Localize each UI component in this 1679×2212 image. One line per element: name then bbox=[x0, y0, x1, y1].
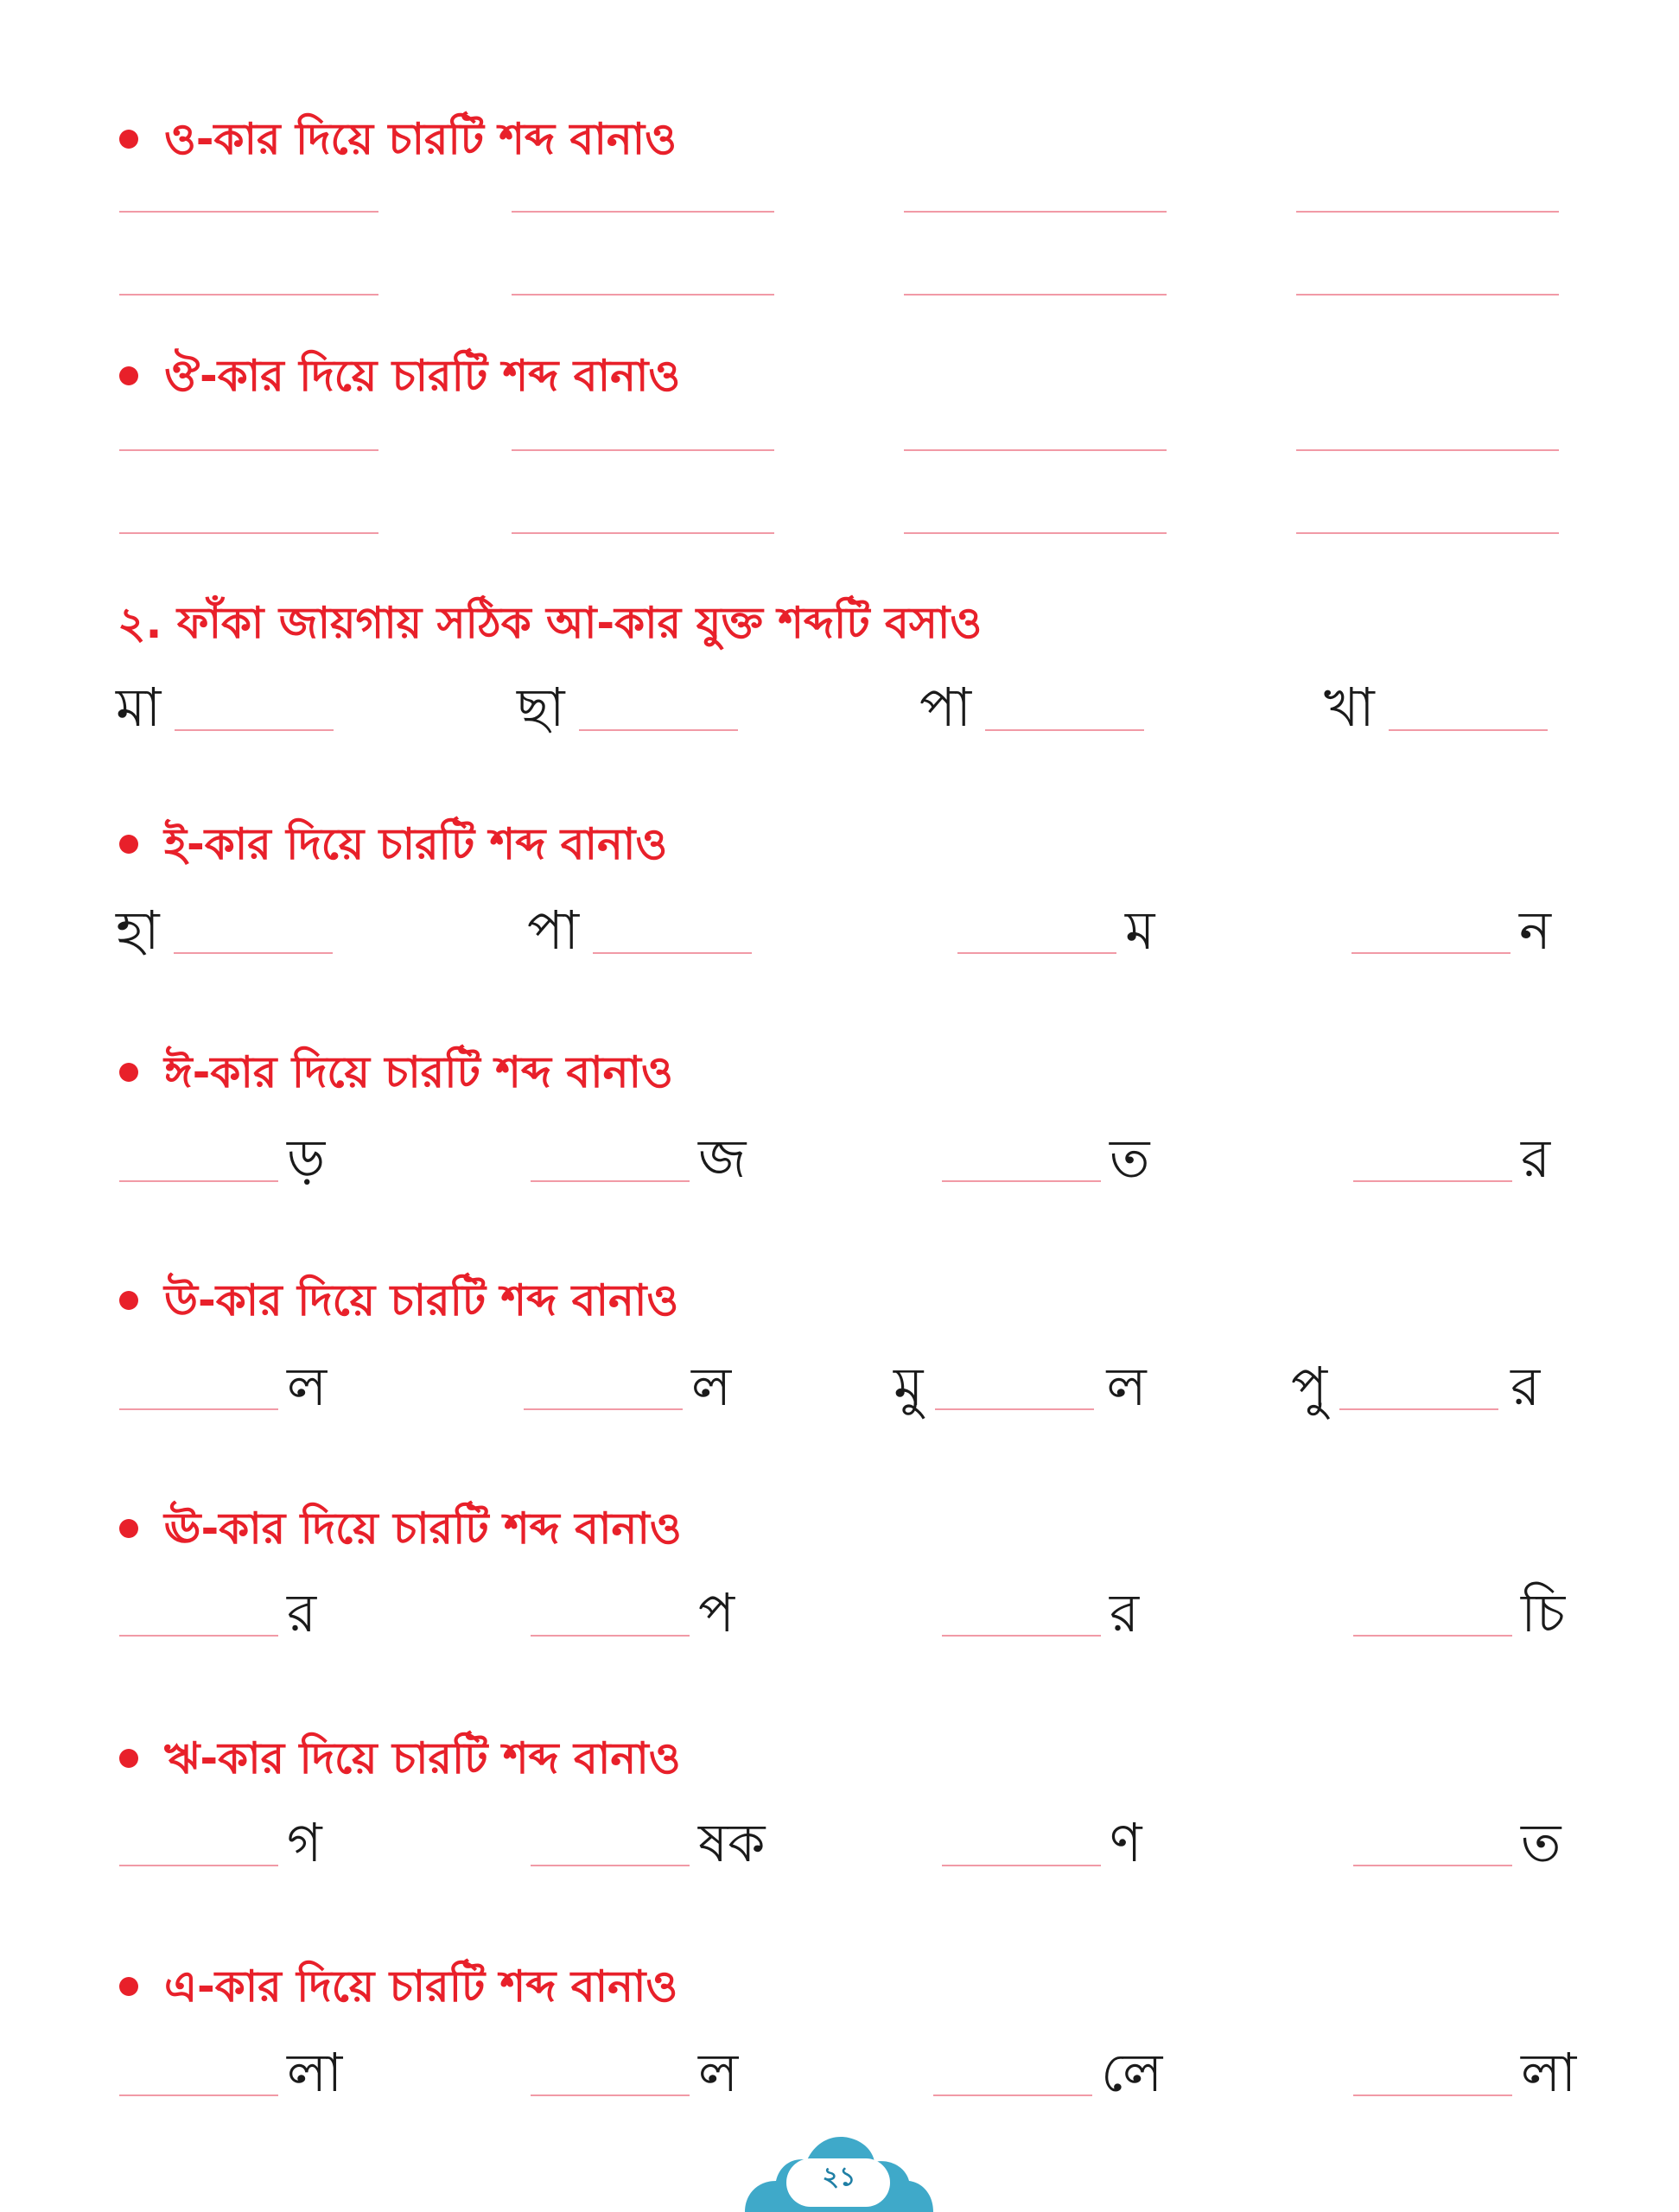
answer-blank[interactable] bbox=[531, 1635, 690, 1637]
word-item: লা bbox=[119, 2022, 342, 2100]
word-item: র bbox=[1353, 1108, 1550, 1185]
answer-blank[interactable] bbox=[1339, 1408, 1498, 1410]
bullet-icon bbox=[119, 1977, 138, 1996]
section-heading-ou-kar: ঔ-কার দিয়ে চারটি শব্দ বানাও bbox=[119, 354, 680, 397]
answer-blank[interactable] bbox=[942, 1180, 1101, 1182]
blank-line[interactable] bbox=[904, 449, 1167, 451]
word-item: ছা bbox=[517, 657, 738, 734]
word-item: ল bbox=[119, 1336, 327, 1414]
answer-blank[interactable] bbox=[1353, 1865, 1512, 1866]
bullet-icon bbox=[119, 835, 138, 854]
answer-blank[interactable] bbox=[119, 2094, 278, 2096]
blank-line[interactable] bbox=[1296, 532, 1559, 534]
word-item: ল bbox=[531, 2022, 738, 2100]
blank-line[interactable] bbox=[512, 294, 774, 296]
blank-line[interactable] bbox=[512, 532, 774, 534]
page-number: ২১ bbox=[822, 2162, 856, 2192]
word-item: র bbox=[942, 1562, 1139, 1640]
answer-blank[interactable] bbox=[119, 1180, 278, 1182]
answer-blank[interactable] bbox=[942, 1635, 1101, 1637]
word-item: ণ bbox=[942, 1792, 1142, 1870]
blank-line[interactable] bbox=[512, 449, 774, 451]
word-item: চি bbox=[1353, 1562, 1565, 1640]
answer-blank[interactable] bbox=[531, 2094, 690, 2096]
answer-blank[interactable] bbox=[935, 1408, 1094, 1410]
word-item: র bbox=[119, 1562, 316, 1640]
word-item: ত bbox=[942, 1108, 1150, 1185]
word-item: জ bbox=[531, 1108, 746, 1185]
blank-line[interactable] bbox=[1296, 294, 1559, 296]
answer-blank[interactable] bbox=[174, 952, 333, 954]
bullet-icon bbox=[119, 1749, 138, 1768]
section-heading-dirgho-u-kar: ঊ-কার দিয়ে চারটি শব্দ বানাও bbox=[119, 1507, 682, 1550]
word-item: মা bbox=[116, 657, 334, 734]
answer-blank[interactable] bbox=[119, 1865, 278, 1866]
bullet-icon bbox=[119, 1063, 138, 1082]
word-item: পু র bbox=[1291, 1355, 1541, 1418]
section-heading-ri-kar: ঋ-কার দিয়ে চারটি শব্দ বানাও bbox=[119, 1737, 681, 1780]
blank-line[interactable] bbox=[119, 532, 378, 534]
word-item: মু ল bbox=[894, 1355, 1147, 1418]
bullet-icon bbox=[119, 1291, 138, 1310]
answer-blank[interactable] bbox=[593, 952, 752, 954]
answer-blank[interactable] bbox=[1351, 952, 1510, 954]
section-heading-o-kar: ও-কার দিয়ে চারটি শব্দ বানাও bbox=[119, 118, 677, 161]
section-heading-u-kar: উ-কার দিয়ে চারটি শব্দ বানাও bbox=[119, 1279, 678, 1322]
bullet-icon bbox=[119, 1519, 138, 1538]
word-item: ম bbox=[957, 880, 1154, 957]
answer-blank[interactable] bbox=[1389, 729, 1548, 731]
answer-blank[interactable] bbox=[579, 729, 738, 731]
answer-blank[interactable] bbox=[119, 1408, 278, 1410]
word-item: ড় bbox=[119, 1108, 325, 1185]
answer-blank[interactable] bbox=[942, 1865, 1101, 1866]
blank-line[interactable] bbox=[904, 532, 1167, 534]
answer-blank[interactable] bbox=[531, 1865, 690, 1866]
answer-blank[interactable] bbox=[119, 1635, 278, 1637]
answer-blank[interactable] bbox=[1353, 2094, 1512, 2096]
blank-line[interactable] bbox=[1296, 211, 1559, 213]
word-item: প bbox=[531, 1562, 735, 1640]
answer-blank[interactable] bbox=[1353, 1180, 1512, 1182]
answer-blank[interactable] bbox=[524, 1408, 683, 1410]
blank-line[interactable] bbox=[119, 294, 378, 296]
section-heading-e-kar: এ-কার দিয়ে চারটি শব্দ বানাও bbox=[119, 1965, 677, 2008]
exercise-2-heading: ২. ফাঁকা জায়গায় সঠিক আ-কার যুক্ত শব্দটি বসাও bbox=[118, 598, 983, 648]
bullet-icon bbox=[119, 130, 138, 149]
answer-blank[interactable] bbox=[1353, 1635, 1512, 1637]
word-item: ষক bbox=[531, 1792, 766, 1870]
word-item: ল bbox=[524, 1336, 731, 1414]
blank-line[interactable] bbox=[119, 211, 378, 213]
blank-line[interactable] bbox=[119, 449, 378, 451]
blank-line[interactable] bbox=[904, 294, 1167, 296]
answer-blank[interactable] bbox=[175, 729, 334, 731]
section-heading-dirgho-i-kar: ঈ-কার দিয়ে চারটি শব্দ বানাও bbox=[119, 1051, 673, 1094]
word-item: লা bbox=[1353, 2022, 1576, 2100]
word-item: পা bbox=[919, 657, 1144, 734]
answer-blank[interactable] bbox=[985, 729, 1144, 731]
word-item: ন bbox=[1351, 880, 1551, 957]
section-heading-i-kar: ই-কার দিয়ে চারটি শব্দ বানাও bbox=[119, 823, 667, 866]
word-item: খা bbox=[1324, 657, 1548, 734]
word-item: গ bbox=[119, 1792, 322, 1870]
answer-blank[interactable] bbox=[531, 1180, 690, 1182]
word-item: হা bbox=[116, 880, 333, 957]
word-item: পা bbox=[527, 880, 752, 957]
word-item: ত bbox=[1353, 1792, 1561, 1870]
blank-line[interactable] bbox=[1296, 449, 1559, 451]
word-item: লে bbox=[933, 2022, 1162, 2100]
blank-line[interactable] bbox=[512, 211, 774, 213]
answer-blank[interactable] bbox=[957, 952, 1116, 954]
answer-blank[interactable] bbox=[933, 2094, 1092, 2096]
blank-line[interactable] bbox=[904, 211, 1167, 213]
bullet-icon bbox=[119, 366, 138, 385]
